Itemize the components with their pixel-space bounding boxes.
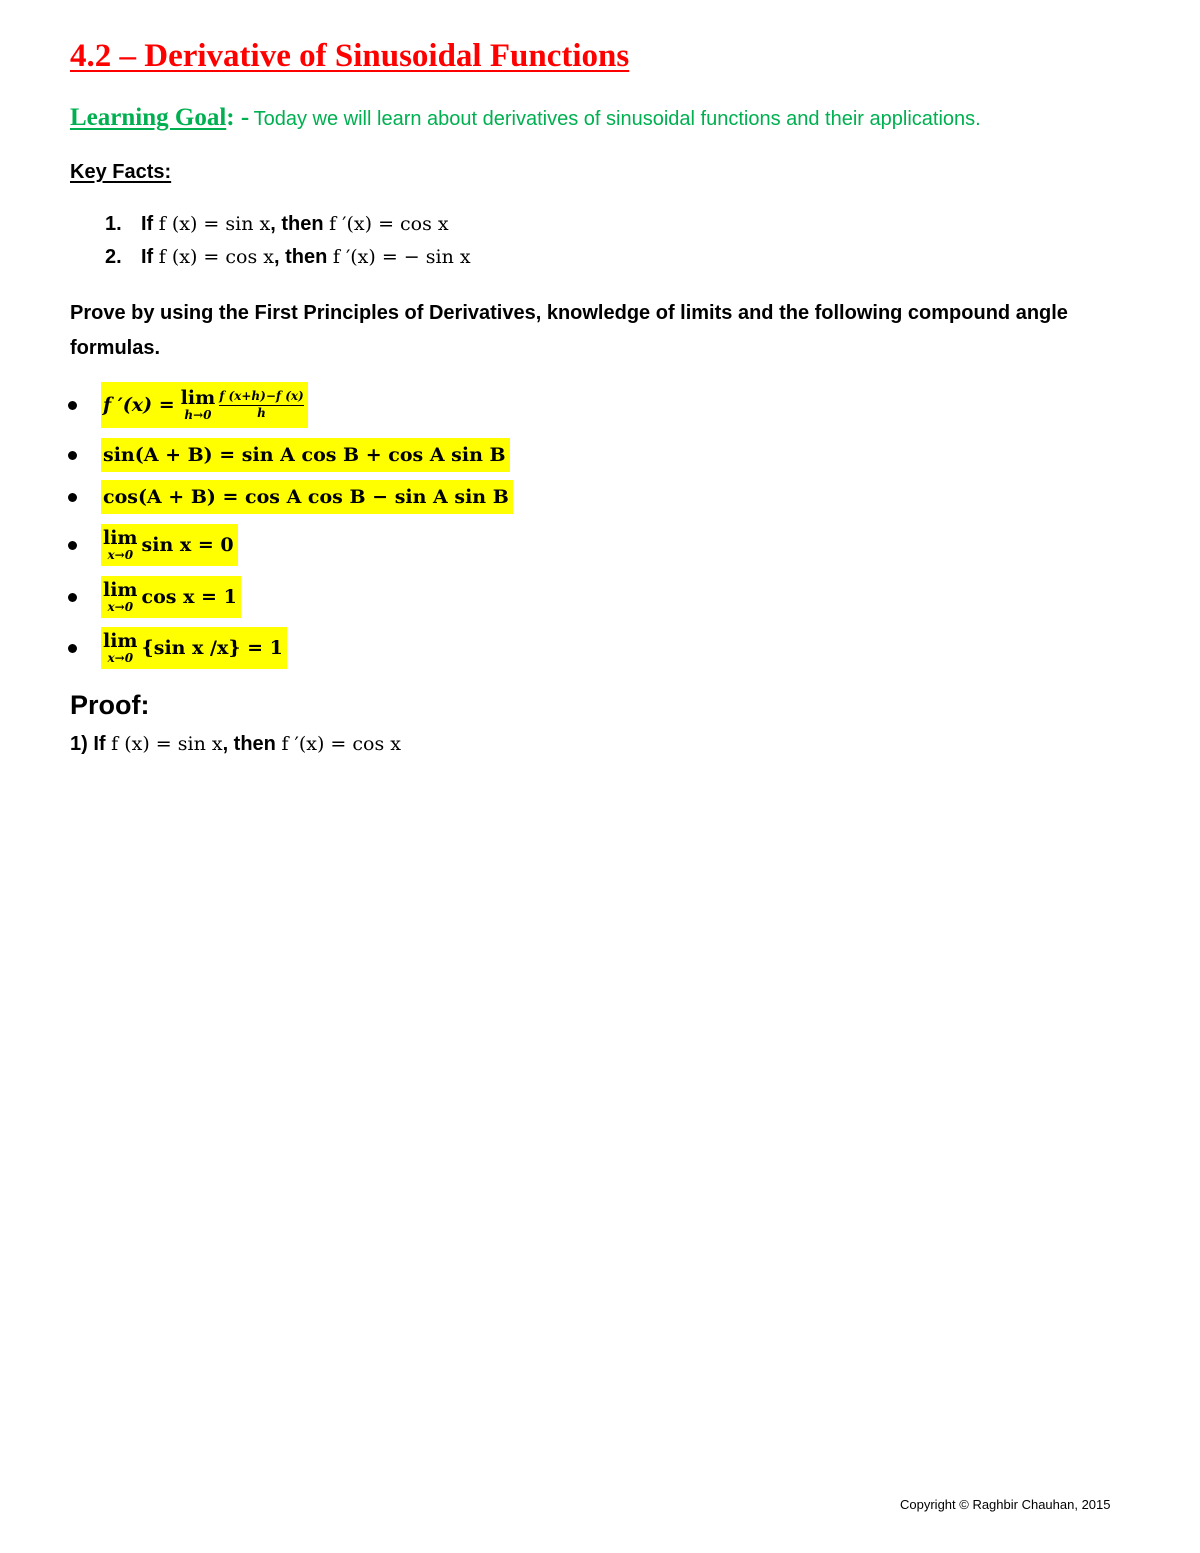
limit-operator (103, 581, 138, 613)
fraction-numerator: f (x+h)−f (x) (219, 389, 304, 404)
proof-item-1 (70, 733, 401, 756)
proof-item-function: f (x) = sin x (111, 733, 223, 755)
highlighted-formula (101, 627, 287, 669)
fraction-denominator: h (257, 405, 266, 420)
limit-expression: sin x = 0 (141, 534, 234, 556)
highlighted-formula (101, 524, 238, 566)
key-fact-number: 1. (105, 213, 122, 235)
bullet-icon (68, 644, 77, 653)
limit-subscript: x→0 (107, 548, 134, 562)
key-fact-2 (105, 246, 471, 269)
formula-lim-sin (68, 524, 238, 566)
formula-lim-cos (68, 576, 241, 618)
key-fact-function: f (x) = cos x (158, 246, 274, 268)
limit-label: lim (103, 527, 138, 549)
limit-subscript: x→0 (107, 600, 134, 614)
key-fact-function: f (x) = sin x (158, 213, 271, 235)
limit-expression: {sin x /x} = 1 (141, 637, 283, 659)
formula-lim-sinx-over-x (68, 627, 287, 669)
highlighted-formula (101, 576, 241, 618)
key-fact-1 (105, 213, 449, 236)
limit-expression: cos x = 1 (141, 586, 237, 608)
limit-label: lim (103, 630, 138, 652)
formula-sin-sum (68, 438, 510, 472)
highlighted-formula: cos(A + B) = cos A cos B − sin A sin B (101, 480, 513, 514)
limit-operator (103, 632, 138, 664)
highlighted-formula: sin(A + B) = sin A cos B + cos A sin B (101, 438, 510, 472)
limit-operator (181, 389, 216, 421)
bullet-icon (68, 451, 77, 460)
formula-lhs: f ′(x) = (103, 394, 175, 416)
key-facts-heading: Key Facts: (70, 161, 172, 183)
key-fact-number: 2. (105, 246, 122, 268)
proof-heading: Proof: (70, 690, 150, 720)
key-fact-prefix: If (141, 213, 159, 235)
learning-goal-separator: : - (226, 104, 250, 131)
key-fact-derivative: f ′(x) = − sin x (332, 246, 471, 268)
page-title: 4.2 – Derivative of Sinusoidal Functions (70, 38, 630, 74)
learning-goal-text: Today we will learn about derivatives of sinusoidal functions and their applications. (253, 108, 981, 130)
key-fact-mid: , then (270, 213, 330, 235)
learning-goal (70, 104, 981, 132)
formula-first-principles (68, 382, 308, 428)
learning-goal-label: Learning Goal (70, 104, 227, 131)
proof-item-mid: , then (222, 733, 282, 755)
bullet-icon (68, 493, 77, 502)
bullet-icon (68, 541, 77, 550)
limit-subscript: x→0 (107, 651, 134, 665)
key-fact-derivative: f ′(x) = cos x (329, 213, 449, 235)
limit-subscript: h→0 (184, 408, 212, 422)
limit-label: lim (180, 387, 216, 409)
proof-item-derivative: f ′(x) = cos x (281, 733, 401, 755)
limit-label: lim (103, 579, 138, 601)
bullet-icon (68, 401, 77, 410)
limit-operator (103, 529, 138, 561)
copyright-footer: Copyright © Raghbir Chauhan, 2015 (900, 1497, 1111, 1512)
highlighted-formula (101, 382, 308, 428)
proof-item-prefix: 1) If (70, 733, 112, 755)
fraction (219, 390, 304, 419)
key-fact-mid: , then (273, 246, 333, 268)
key-fact-prefix: If (141, 246, 159, 268)
formula-cos-sum (68, 480, 513, 514)
prove-instructions: Prove by using the First Principles of Derivatives, knowledge of limits and the following compound angle formulas. (70, 302, 1068, 359)
bullet-icon (68, 593, 77, 602)
